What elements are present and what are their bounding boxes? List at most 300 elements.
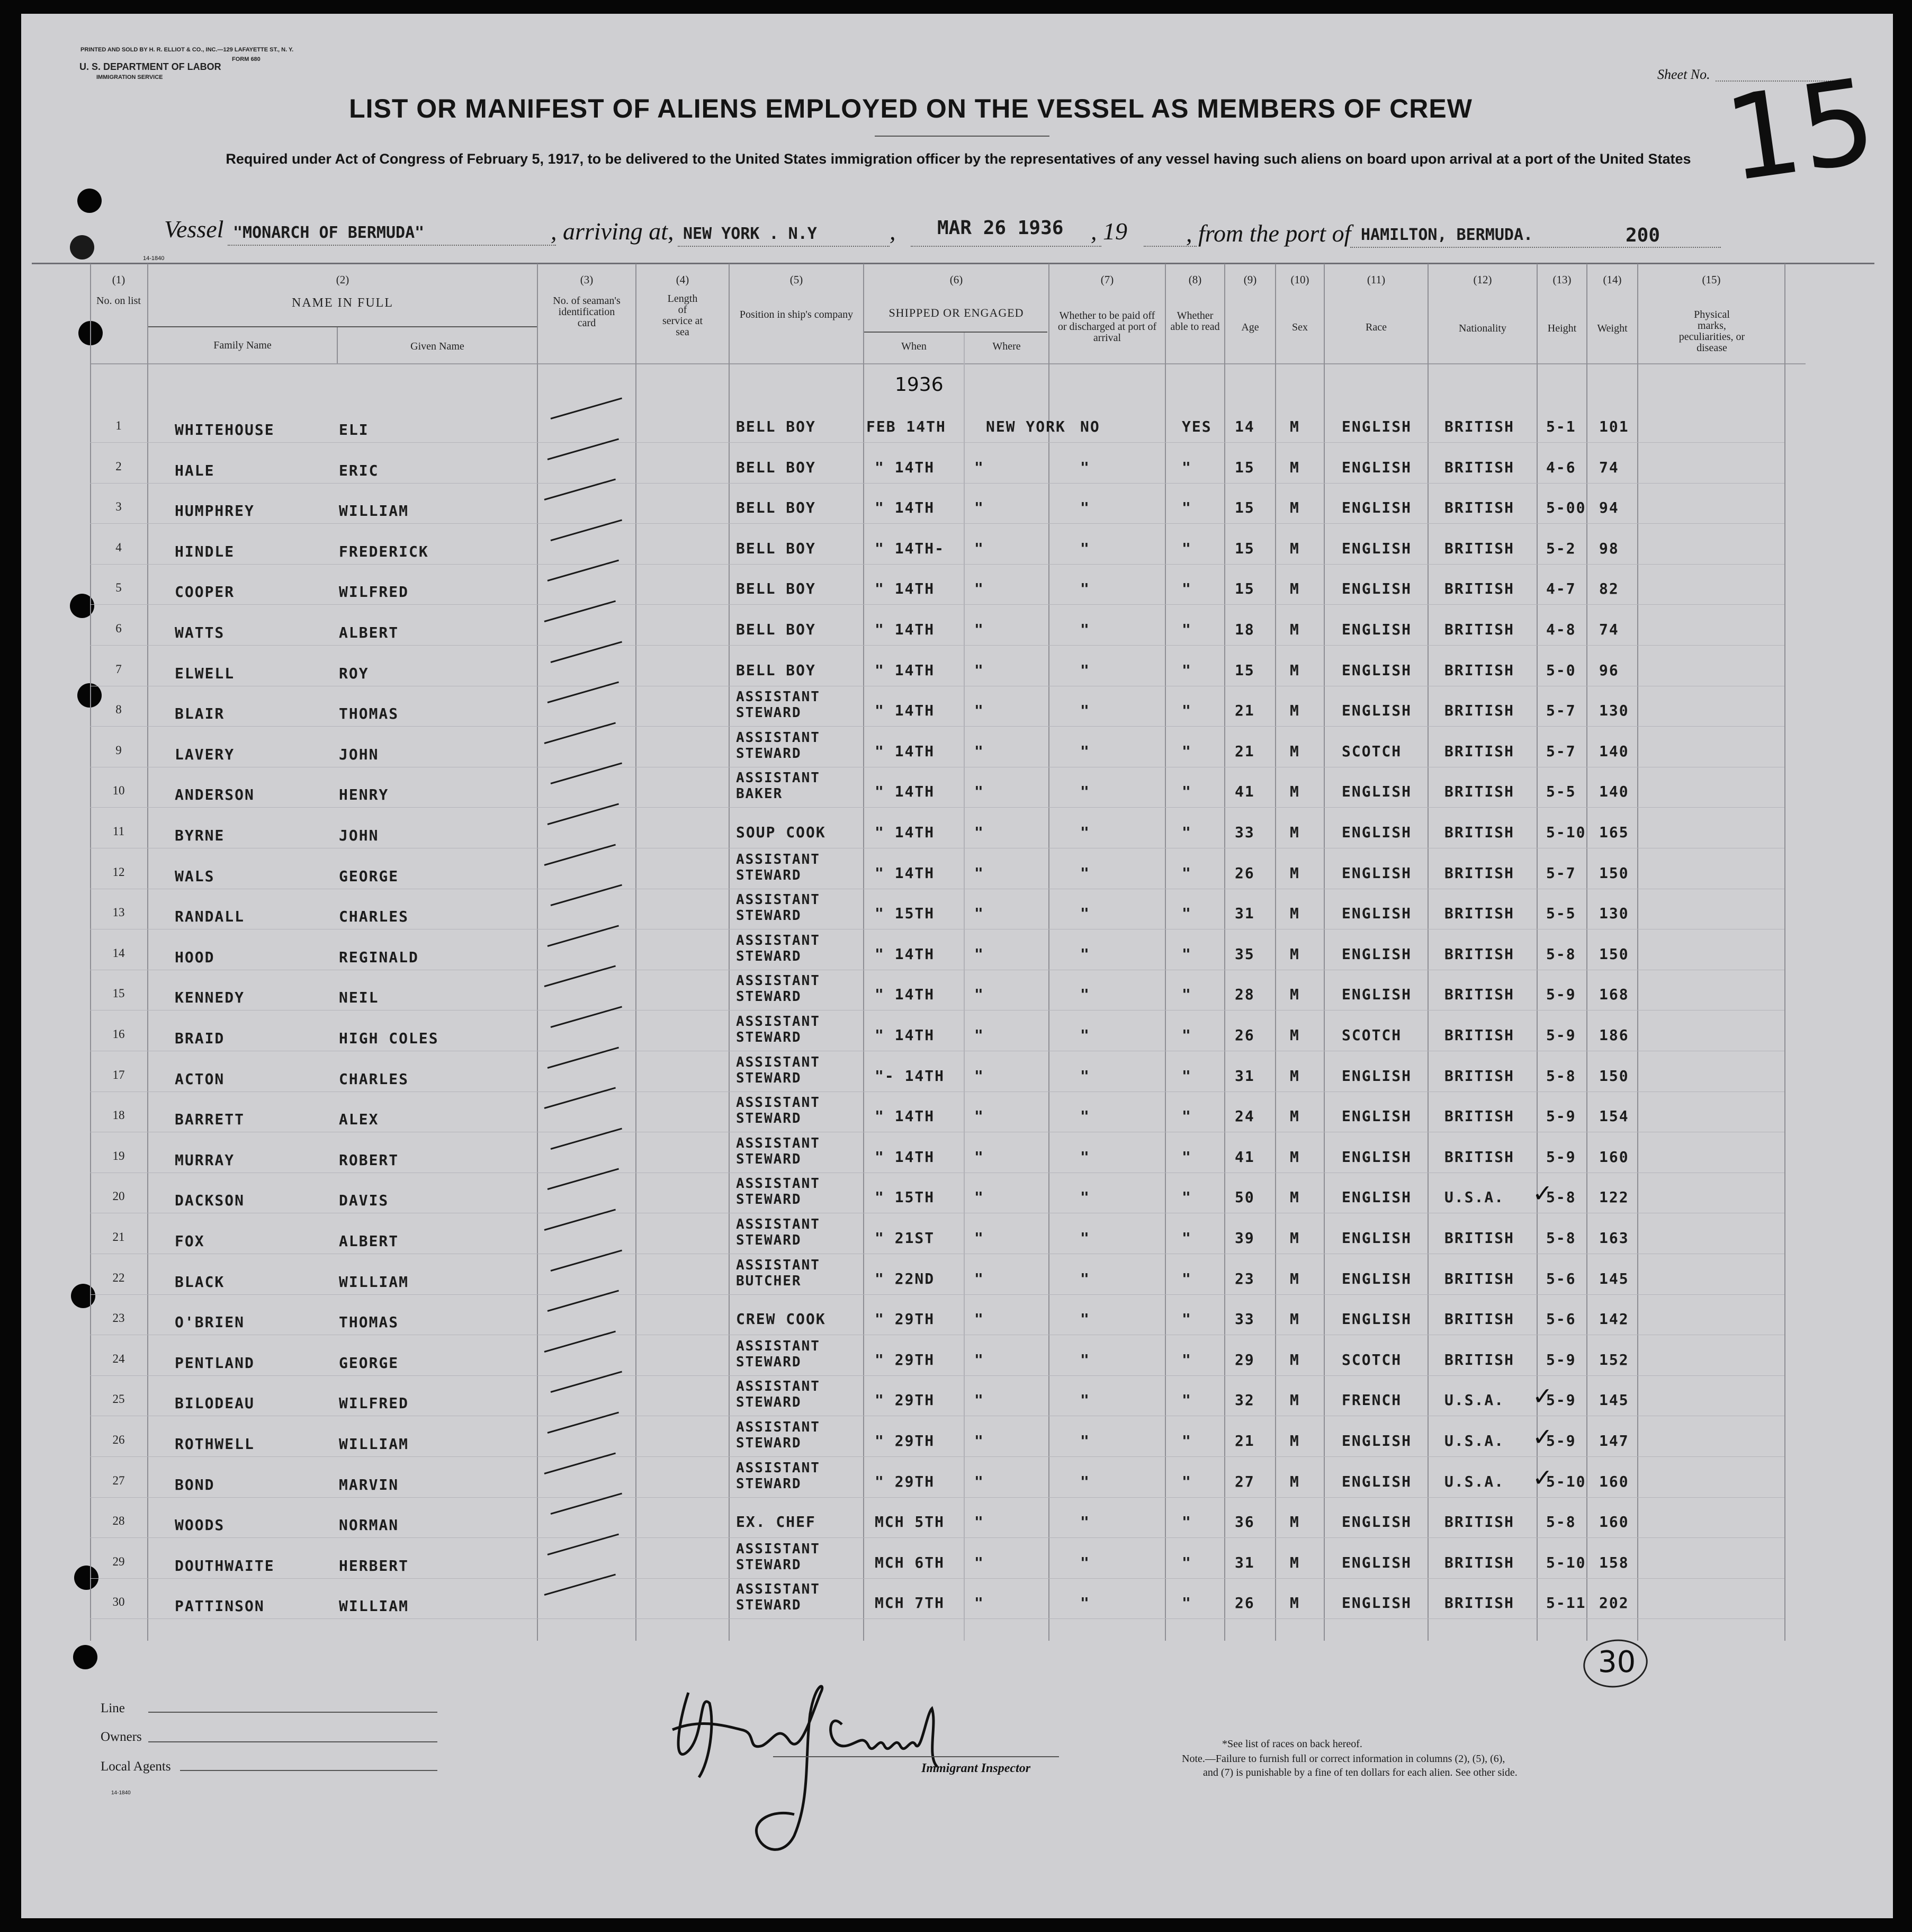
col-7-label: Whether to be paid off or discharged at port of arrival [1057, 310, 1157, 344]
able-to-read: " [1182, 661, 1192, 679]
weight: 165 [1599, 824, 1629, 841]
crew-row [21, 1419, 1893, 1463]
race: ENGLISH [1342, 1553, 1412, 1571]
crew-row [21, 570, 1893, 611]
age: 27 [1235, 1472, 1255, 1490]
given-name: HIGH COLES [339, 1030, 439, 1047]
height: 5-0 [1546, 661, 1576, 679]
shipped-when: " 14TH [875, 742, 935, 760]
col-2-family-label: Family Name [213, 339, 272, 351]
shipped-where: " [974, 1513, 984, 1531]
shipped-when: " 14TH [875, 783, 935, 801]
race: ENGLISH [1342, 1310, 1412, 1328]
paid-off: " [1080, 539, 1090, 557]
col-6-label: SHIPPED OR ENGAGED [888, 306, 1024, 319]
shipped-where: " [974, 1594, 984, 1612]
able-to-read: " [1182, 1513, 1192, 1531]
nationality: BRITISH [1444, 864, 1515, 882]
nationality: BRITISH [1444, 1553, 1515, 1571]
row-number: 20 [112, 1189, 125, 1203]
height: 5-6 [1546, 1269, 1576, 1287]
punch-hole [77, 189, 102, 213]
position: ASSISTANT STEWARD [736, 932, 820, 964]
nationality: BRITISH [1444, 945, 1515, 963]
paid-off: " [1080, 905, 1090, 923]
nationality: U.S.A. [1444, 1432, 1505, 1450]
race: ENGLISH [1342, 702, 1412, 720]
sex: M [1290, 1594, 1300, 1612]
position: ASSISTANT STEWARD [736, 973, 820, 1005]
service: IMMIGRATION SERVICE [96, 74, 163, 80]
crew-row [21, 1338, 1893, 1382]
race: ENGLISH [1342, 1432, 1412, 1450]
col-15-number: (15) [1702, 273, 1721, 286]
crew-row [21, 851, 1893, 895]
shipped-when: " 14TH [875, 661, 935, 679]
weight: 168 [1599, 986, 1629, 1004]
form-number: FORM 680 [232, 56, 261, 62]
paid-off: " [1080, 1148, 1090, 1166]
shipped-when: MCH 5TH [875, 1513, 945, 1531]
given-name: CHARLES [339, 908, 409, 926]
nationality: BRITISH [1444, 1269, 1515, 1287]
age: 31 [1235, 1553, 1255, 1571]
age: 33 [1235, 1310, 1255, 1328]
row-number: 19 [112, 1149, 125, 1162]
row-number: 25 [112, 1392, 125, 1406]
row-number: 11 [112, 825, 125, 838]
height: 4-7 [1546, 580, 1576, 598]
able-to-read: " [1182, 1067, 1192, 1085]
position: EX. CHEF [736, 1513, 816, 1531]
nationality: BRITISH [1444, 1310, 1515, 1328]
col-5-label: Position in ship's company [739, 309, 854, 320]
row-number: 27 [112, 1473, 125, 1487]
sheet-number: 15 [1717, 52, 1883, 208]
weight: 74 [1599, 621, 1619, 638]
position: ASSISTANT STEWARD [736, 729, 820, 762]
departure-port: HAMILTON, BERMUDA. [1361, 226, 1533, 244]
paid-off: " [1080, 1472, 1090, 1490]
row-number: 12 [112, 865, 125, 879]
family-name: BOND [175, 1475, 215, 1493]
page-title: LIST OR MANIFEST OF ALIENS EMPLOYED ON THE VESSEL AS MEMBERS OF CREW [349, 94, 1473, 123]
nationality: BRITISH [1444, 742, 1515, 760]
year-note: 1936 [895, 374, 944, 396]
position: ASSISTANT STEWARD [736, 1379, 820, 1411]
height: 5-9 [1546, 1350, 1576, 1368]
height: 5-2 [1546, 539, 1576, 557]
age: 35 [1235, 945, 1255, 963]
age: 50 [1235, 1188, 1255, 1206]
row-number: 5 [115, 581, 122, 595]
nationality: BRITISH [1444, 580, 1515, 598]
family-name: ANDERSON [175, 786, 255, 804]
position: CREW COOK [736, 1310, 826, 1328]
col-3-number: (3) [580, 273, 594, 286]
weight: 147 [1599, 1432, 1629, 1450]
col-12-label: Nationality [1459, 323, 1506, 334]
sex: M [1290, 824, 1300, 841]
race: ENGLISH [1342, 1472, 1412, 1490]
race: ENGLISH [1342, 539, 1412, 557]
row-number: 17 [112, 1068, 125, 1081]
height: 5-7 [1546, 702, 1576, 720]
paid-off: " [1080, 661, 1090, 679]
row-number: 1 [115, 419, 122, 432]
family-name: COOPER [175, 583, 235, 601]
col-4-label: Length of service at sea [662, 293, 703, 338]
shipped-when: " 29TH [875, 1350, 935, 1368]
voyage-code: 200 [1626, 225, 1660, 246]
inspector-signature [667, 1661, 964, 1873]
age: 31 [1235, 905, 1255, 923]
row-number: 9 [115, 743, 122, 757]
height: 5-8 [1546, 1188, 1576, 1206]
paid-off: " [1080, 1067, 1090, 1085]
given-name: ERIC [339, 461, 379, 479]
row-number: 30 [112, 1595, 125, 1609]
nationality: U.S.A. [1444, 1472, 1505, 1490]
shipped-where: " [974, 1229, 984, 1247]
given-name: ALBERT [339, 1232, 399, 1250]
shipped-when: " 29TH [875, 1391, 935, 1409]
age: 32 [1235, 1391, 1255, 1409]
position: ASSISTANT STEWARD [736, 851, 820, 883]
races-note: *See list of races on back hereof. [1222, 1738, 1362, 1750]
shipped-where: " [974, 621, 984, 638]
nationality: BRITISH [1444, 986, 1515, 1004]
weight: 145 [1599, 1269, 1629, 1287]
check-mark-icon: ✓ [1532, 1423, 1553, 1451]
paid-off: " [1080, 1350, 1090, 1368]
family-name: RANDALL [175, 908, 245, 926]
given-name: GEORGE [339, 867, 399, 885]
race: ENGLISH [1342, 864, 1412, 882]
paid-off: " [1080, 458, 1090, 476]
age: 15 [1235, 539, 1255, 557]
given-name: CHARLES [339, 1070, 409, 1088]
able-to-read: " [1182, 499, 1192, 517]
age: 28 [1235, 986, 1255, 1004]
sex: M [1290, 499, 1300, 517]
row-number: 29 [112, 1554, 125, 1568]
row-number: 13 [112, 906, 125, 919]
height: 5-9 [1546, 1107, 1576, 1125]
col-4-number: (4) [676, 273, 689, 286]
local-agents-label: Local Agents [101, 1759, 171, 1774]
given-name: WILFRED [339, 583, 409, 601]
position: ASSISTANT STEWARD [736, 1217, 820, 1248]
family-name: HOOD [175, 948, 215, 966]
sex: M [1290, 1350, 1300, 1368]
shipped-when: " 15TH [875, 905, 935, 923]
row-number: 15 [112, 987, 125, 1000]
family-name: DACKSON [175, 1192, 245, 1210]
race: ENGLISH [1342, 1188, 1412, 1206]
row-number: 21 [112, 1230, 125, 1244]
paid-off: " [1080, 1432, 1090, 1450]
able-to-read: " [1182, 824, 1192, 841]
age: 41 [1235, 783, 1255, 801]
nationality: BRITISH [1444, 824, 1515, 841]
age: 41 [1235, 1148, 1255, 1166]
race: ENGLISH [1342, 1067, 1412, 1085]
crew-row [21, 1541, 1893, 1585]
sex: M [1290, 621, 1300, 638]
position: BELL BOY [736, 499, 816, 517]
height: 5-00 [1546, 499, 1586, 517]
race: ENGLISH [1342, 783, 1412, 801]
given-name: NORMAN [339, 1516, 399, 1534]
owners-label: Owners [101, 1730, 142, 1744]
nationality: BRITISH [1444, 702, 1515, 720]
row-number: 2 [115, 459, 122, 473]
age: 36 [1235, 1513, 1255, 1531]
crew-row [21, 1257, 1893, 1301]
arrival-date-stamp: MAR 26 1936 [937, 217, 1064, 239]
family-name: WOODS [175, 1516, 225, 1534]
family-name: MURRAY [175, 1151, 235, 1169]
check-mark-icon: ✓ [1532, 1382, 1553, 1411]
paid-off: " [1080, 945, 1090, 963]
family-name: BARRETT [175, 1111, 245, 1129]
height: 5-9 [1546, 1148, 1576, 1166]
position: BELL BOY [736, 621, 816, 638]
able-to-read: " [1182, 621, 1192, 638]
sex: M [1290, 580, 1300, 598]
nationality: BRITISH [1444, 458, 1515, 476]
nationality: BRITISH [1444, 1513, 1515, 1531]
weight: 160 [1599, 1472, 1629, 1490]
race: ENGLISH [1342, 1107, 1412, 1125]
weight: 160 [1599, 1513, 1629, 1531]
given-name: WILLIAM [339, 1597, 409, 1615]
race: SCOTCH [1342, 1350, 1402, 1368]
shipped-where: " [974, 824, 984, 841]
height: 5-8 [1546, 1067, 1576, 1085]
shipped-where: " [974, 986, 984, 1004]
given-name: DAVIS [339, 1192, 389, 1210]
fine-note-2: and (7) is punishable by a fine of ten dollars for each alien. See other side. [1203, 1767, 1518, 1778]
shipped-where: " [974, 1107, 984, 1125]
weight: 140 [1599, 742, 1629, 760]
family-name: HINDLE [175, 542, 235, 560]
year-label: , 19 [1091, 218, 1127, 245]
shipped-where: " [974, 702, 984, 720]
sex: M [1290, 661, 1300, 679]
shipped-where: " [974, 1188, 984, 1206]
shipped-when: " 14TH [875, 499, 935, 517]
position: ASSISTANT STEWARD [736, 1541, 820, 1573]
given-name: ALBERT [339, 624, 399, 641]
given-name: REGINALD [339, 948, 419, 966]
row-number: 16 [112, 1027, 125, 1041]
position: ASSISTANT STEWARD [736, 689, 820, 721]
sex: M [1290, 1269, 1300, 1287]
height: 5-9 [1546, 1432, 1576, 1450]
shipped-where: " [974, 864, 984, 882]
row-number: 6 [115, 622, 122, 635]
col-1-label: No. on list [96, 295, 141, 307]
col-8-label: Whether able to read [1170, 310, 1220, 333]
position: ASSISTANT BUTCHER [736, 1257, 820, 1289]
family-name: BRAID [175, 1030, 225, 1047]
paid-off: " [1080, 702, 1090, 720]
race: ENGLISH [1342, 499, 1412, 517]
nationality: BRITISH [1444, 1067, 1515, 1085]
inspector-label: Immigrant Inspector [921, 1761, 1031, 1775]
position: ASSISTANT STEWARD [736, 1176, 820, 1208]
row-number: 7 [115, 662, 122, 676]
position: BELL BOY [736, 580, 816, 598]
line-label: Line [101, 1701, 125, 1715]
manifest-sheet: PRINTED AND SOLD BY H. R. ELLIOT & CO., INC.—129 LAFAYETTE ST., N. Y. FORM 680 U. S. DEPARTMENT OF LABOR IMMIGRATION SERVICE Sheet No. 15 LIST OR MANIFEST OF ALIENS EMPLOYED ON THE VESSEL AS MEMBERS OF CREW Required under Act of Congress of February 5, 1917, to be delivered to the United States immigration officer by the representatives of any vessel having such aliens on board upon arrival at a port of the United States Vessel "MONARCH OF BERMUDA" , arriving at, NEW YORK . N.Y , MAR 26 1936 , 19 , from the port of HAMILTON, BERMUDA. 200 14-1840 (1) No. on list (2) NAME IN FULL Family Name Given Name (3) No. of seaman's identification card (4) Length of service at sea (5) Position in ship's company (6) SHIPPED OR ENGAGED When Where (7) Whether to be paid off or discharged at port of arrival (8) Whether able to read (9) Age (10) Sex (11) Race (12) Nationality (13) Height (14) Weight (15) Physical marks, peculiarities, or disease 1936 1 WHITEHOUSE ELI BELL BOY FEB 14TH NEW YORK NO YES 14 M ENGLISH BRITISH 5-1 101 2 HALE ERIC BELL BOY " 14TH " " " 15 M ENGLISH BRITISH 4-6 74 3 HUMPHREY WILLIAM BELL BOY " 14TH " " " 15 M ENGLISH BRITISH 5-00 94 4 HINDLE FREDERICK BELL BOY " 14TH- " " " 15 M ENGLISH BRITISH 5-2 98 5 COOPER WILFRED BELL BOY " 14TH " " " 15 M ENGLISH BRITISH 4-7 82 6 WATTS ALBERT BELL BOY " 14TH " " " 18 M ENGLISH BRITISH 4-8 74 7 ELWELL ROY BELL BOY " 14TH " " " 15 M ENGLISH BRITISH 5-0 96 8 BLAIR THOMAS ASSISTANT STEWARD " 14TH " " " 21 M ENGLISH BRITISH 5-7 130 9 LAVERY JOHN ASSISTANT STEWARD " 14TH " " " 21 M SCOTCH BRITISH 5-7 140 10 ANDERSON HENRY ASSISTANT BAKER " 14TH " " " 41 M ENGLISH BRITISH 5-5 140 11 BYRNE JOHN SOUP COOK " 14TH " " " 33 M ENGLISH BRITISH 5-10 165 12 WALS GEORGE ASSISTANT STEWARD " 14TH " " " 26 M ENGLISH BRITISH 5-7 150 13 RANDALL CHARLES ASSISTANT STEWARD " 15TH " " " 31 M ENGLISH BRITISH 5-5 130 14 HOOD REGINALD ASSISTANT STEWARD " 14TH " " " 35 M ENGLISH BRITISH 5-8 150 15 KENNEDY NEIL ASSISTANT STEWARD " 14TH " " " 28 M ENGLISH BRITISH 5-9 168 16 BRAID HIGH COLES ASSISTANT STEWARD " 14TH " " " 26 M SCOTCH BRITISH 5-9 186 17 ACTON CHARLES ASSISTANT STEWARD "- 14TH " " " 31 M ENGLISH BRITISH 5-8 150 18 BARRETT ALEX ASSISTANT STEWARD " 14TH " " " 24 M ENGLISH BRITISH 5-9 154 19 MURRAY ROBERT ASSISTANT STEWARD " 14TH " " " 41 M ENGLISH BRITISH 5-9 160 20 DACKSON DAVIS ASSISTANT STEWARD " 15TH " " " 50 M ENGLISH U.S.A. 5-8 122 ✓ 21 FOX ALBERT ASSISTANT STEWARD " 21ST " " " 39 M ENGLISH BRITISH 5-8 163 22 BLACK WILLIAM ASSISTANT BUTCHER " 22ND " " " 23 M ENGLISH BRITISH 5-6 145 23 O'BRIEN THOMAS CREW COOK " 29TH " " " 33 M ENGLISH BRITISH 5-6 142 24 PENTLAND GEORGE ASSISTANT STEWARD " 29TH " " " 29 M SCOTCH BRITISH 5-9 152 25 BILODEAU WILFRED ASSISTANT STEWARD " 29TH " " " 32 M FRENCH U.S.A. 5-9 145 ✓ 26 ROTHWELL WILLIAM ASSISTANT STEWARD " 29TH " " " 21 M ENGLISH U.S.A. 5-9 147 ✓ 27 BOND MARVIN ASSISTANT STEWARD " 29TH " " " 27 M ENGLISH U.S.A. 5-10 160 ✓ 28 WOODS NORMAN EX. CHEF MCH 5TH " " " 36 M ENGLISH BRITISH 5-8 160 29 DOUTHWAITE HERBERT ASSISTANT STEWARD MCH 6TH " " " 31 M ENGLISH BRITISH 5-10 158 30 PATTINSON WILLIAM ASSISTANT STEWARD MCH 7TH " " " 26 M ENGLISH BRITISH 5-11 202 30 Line Owners Local Agents 14-1840 Herbert J. Conley Immigrant Inspector *See list of races on back hereof. Note.—Failure to furnish full or correct information in columns (2), (5), (6), and (7) is punishable by a fine of ten dollars for each alien. See other side. [21, 14, 1893, 1918]
given-name: NEIL [339, 989, 379, 1007]
shipped-when: MCH 7TH [875, 1594, 945, 1612]
nationality: BRITISH [1444, 661, 1515, 679]
family-name: WATTS [175, 624, 225, 641]
given-name: MARVIN [339, 1475, 399, 1493]
race: ENGLISH [1342, 1148, 1412, 1166]
race: SCOTCH [1342, 742, 1402, 760]
sex: M [1290, 1188, 1300, 1206]
family-name: DOUTHWAITE [175, 1557, 275, 1575]
crew-row [21, 1460, 1893, 1504]
vessel-name: "MONARCH OF BERMUDA" [233, 223, 425, 242]
race: SCOTCH [1342, 1026, 1402, 1044]
shipped-when: " 14TH [875, 458, 935, 476]
able-to-read: " [1182, 1310, 1192, 1328]
paid-off: " [1080, 1553, 1090, 1571]
punch-hole [70, 235, 94, 260]
nationality: BRITISH [1444, 783, 1515, 801]
able-to-read: " [1182, 1472, 1192, 1490]
sex: M [1290, 1513, 1300, 1531]
position: ASSISTANT STEWARD [736, 1014, 820, 1045]
family-name: BYRNE [175, 827, 225, 844]
family-name: PATTINSON [175, 1597, 265, 1615]
able-to-read: " [1182, 1350, 1192, 1368]
given-name: JOHN [339, 745, 379, 763]
sex: M [1290, 864, 1300, 882]
row-number: 14 [112, 946, 125, 960]
family-name: FOX [175, 1232, 205, 1250]
row-number: 4 [115, 540, 122, 554]
shipped-when: " 29TH [875, 1310, 935, 1328]
col-1-number: (1) [112, 273, 125, 286]
col-6-when-label: When [901, 341, 927, 352]
shipped-where: NEW YORK [986, 418, 1066, 435]
able-to-read: " [1182, 1148, 1192, 1166]
weight: 130 [1599, 905, 1629, 923]
age: 15 [1235, 661, 1255, 679]
sex: M [1290, 1107, 1300, 1125]
sex: M [1290, 742, 1300, 760]
race: ENGLISH [1342, 1513, 1412, 1531]
sex: M [1290, 1067, 1300, 1085]
able-to-read: " [1182, 945, 1192, 963]
footer-form-code: 14-1840 [111, 1790, 131, 1796]
col-9-label: Age [1241, 321, 1259, 333]
shipped-where: " [974, 742, 984, 760]
col-2-label: NAME IN FULL [292, 296, 393, 310]
punch-hole [73, 1645, 97, 1669]
family-name: LAVERY [175, 745, 235, 763]
paid-off: " [1080, 1107, 1090, 1125]
position: BELL BOY [736, 458, 816, 476]
height: 5-9 [1546, 986, 1576, 1004]
id-card-stroke [551, 397, 622, 419]
nationality: BRITISH [1444, 539, 1515, 557]
sex: M [1290, 783, 1300, 801]
col-3-label: No. of seaman's identification card [553, 295, 621, 329]
family-name: ROTHWELL [175, 1435, 255, 1453]
shipped-where: " [974, 539, 984, 557]
crew-row [21, 652, 1893, 692]
age: 39 [1235, 1229, 1255, 1247]
crew-row [21, 892, 1893, 935]
sex: M [1290, 702, 1300, 720]
weight: 74 [1599, 458, 1619, 476]
weight: 158 [1599, 1553, 1629, 1571]
family-name: BLACK [175, 1273, 225, 1291]
crew-row [21, 611, 1893, 651]
col-2-number: (2) [336, 273, 349, 286]
sex: M [1290, 1148, 1300, 1166]
height: 5-8 [1546, 1513, 1576, 1531]
family-name: O'BRIEN [175, 1313, 245, 1331]
given-name: HENRY [339, 786, 389, 804]
position: ASSISTANT BAKER [736, 770, 820, 802]
able-to-read: " [1182, 864, 1192, 882]
crew-row [21, 1217, 1893, 1260]
shipped-when: " 14TH [875, 945, 935, 963]
crew-row [21, 1095, 1893, 1138]
weight: 94 [1599, 499, 1619, 517]
race: ENGLISH [1342, 580, 1412, 598]
col-8-number: (8) [1188, 273, 1202, 286]
crew-row [21, 814, 1893, 854]
vessel-label: Vessel [164, 216, 224, 243]
weight: 202 [1599, 1594, 1629, 1612]
crew-row [21, 1014, 1893, 1057]
age: 33 [1235, 824, 1255, 841]
race: ENGLISH [1342, 1229, 1412, 1247]
weight: 152 [1599, 1350, 1629, 1368]
given-name: ROBERT [339, 1151, 399, 1169]
race: ENGLISH [1342, 1269, 1412, 1287]
position: BELL BOY [736, 539, 816, 557]
shipped-when: " 14TH [875, 580, 935, 598]
crew-row [21, 1301, 1893, 1341]
shipped-when: " 14TH [875, 702, 935, 720]
family-name: HUMPHREY [175, 502, 255, 520]
check-mark-icon: ✓ [1532, 1179, 1553, 1208]
family-name: PENTLAND [175, 1354, 255, 1372]
crew-row [21, 689, 1893, 732]
height: 4-8 [1546, 621, 1576, 638]
shipped-where: " [974, 1553, 984, 1571]
shipped-where: " [974, 1472, 984, 1490]
paid-off: " [1080, 1391, 1090, 1409]
arriving-label: , arriving at, [551, 218, 674, 245]
nationality: BRITISH [1444, 1594, 1515, 1612]
able-to-read: " [1182, 742, 1192, 760]
shipped-when: " 14TH- [875, 539, 945, 557]
height: 5-1 [1546, 418, 1576, 435]
height: 5-5 [1546, 783, 1576, 801]
